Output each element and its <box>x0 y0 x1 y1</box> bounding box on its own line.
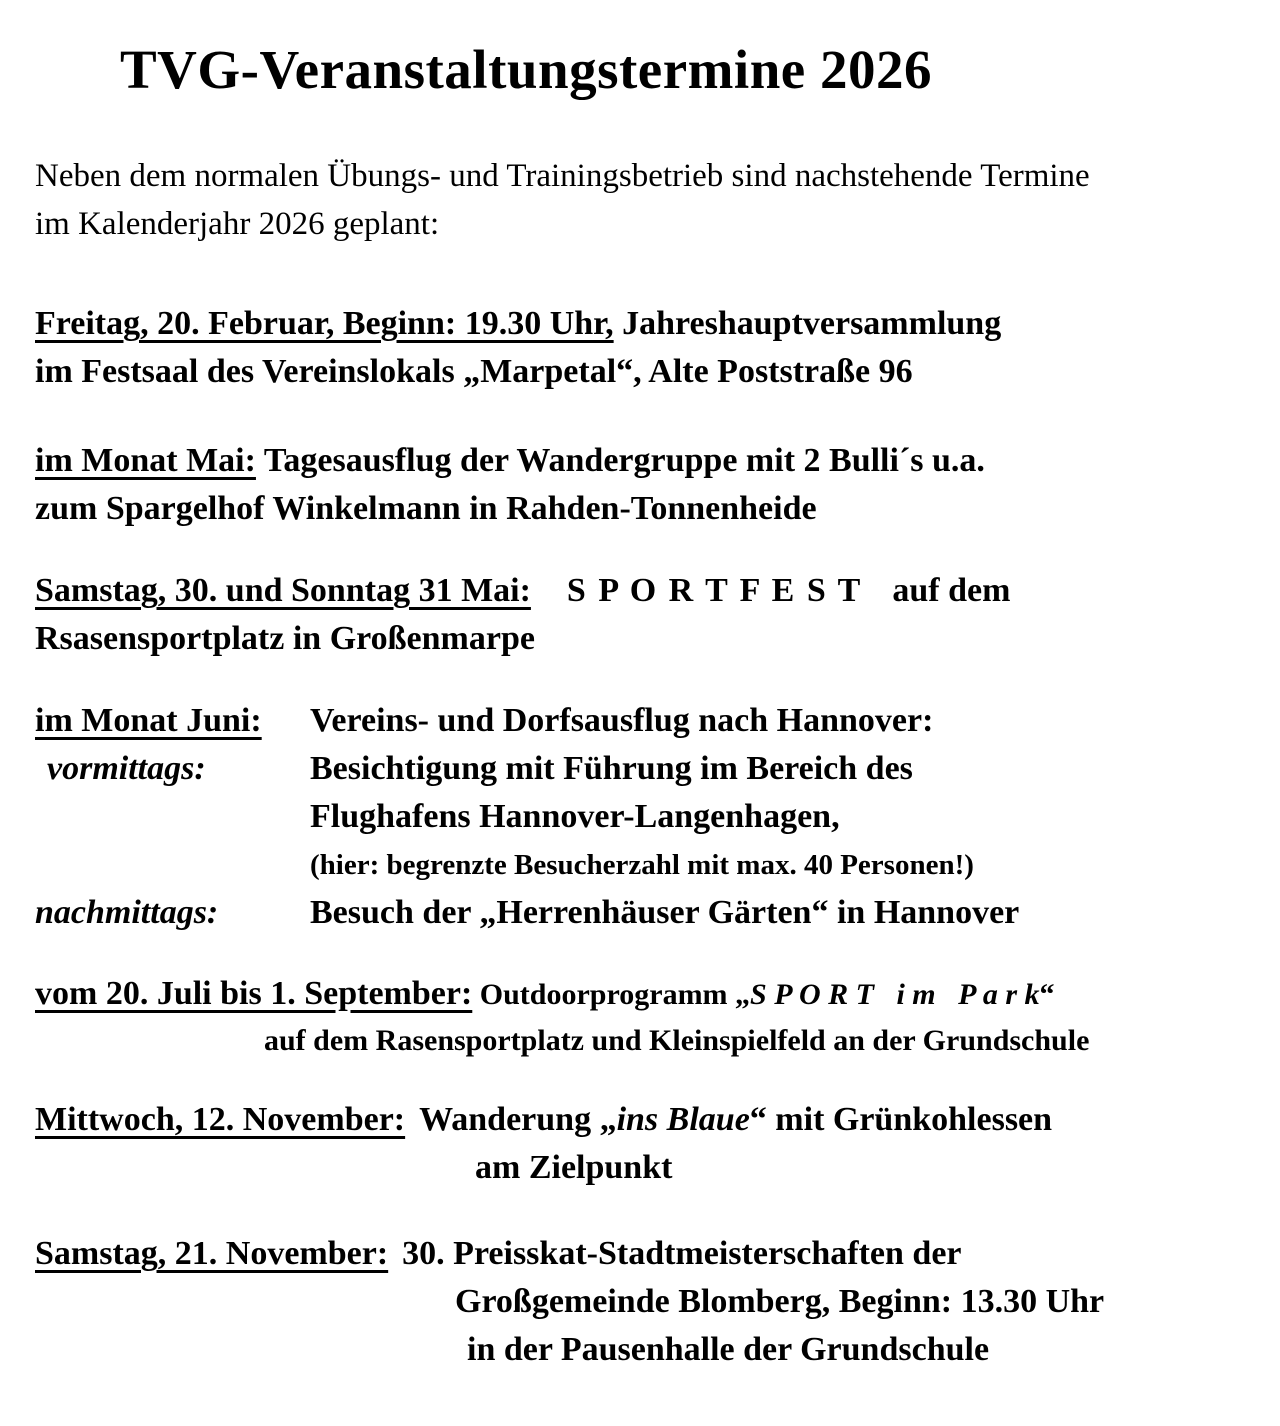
page-title: TVG-Veranstaltungstermine 2026 <box>120 39 932 100</box>
event-november12-text-italic: ins Blaue <box>616 1101 750 1139</box>
event-februar-line-2: im Festsaal des Vereinslokals „Marpetal“, Alte Poststraße 96 <box>35 353 913 391</box>
event-februar-date: Freitag, 20. Februar, Beginn: 19.30 Uhr, <box>35 305 614 343</box>
event-februar-text: Jahreshauptversammlung <box>613 305 1002 343</box>
event-mai-date: im Monat Mai: <box>35 442 256 480</box>
event-sportfest-line-2: Rsasensportplatz in Großenmarpe <box>35 620 535 658</box>
event-juni-note: (hier: begrenzte Besucherzahl mit max. 40 Personen!) <box>310 849 974 882</box>
event-november21-line-2: Großgemeinde Blomberg, Beginn: 13.30 Uhr <box>455 1283 1105 1321</box>
event-mai-text: Tagesausflug der Wandergruppe mit 2 Bulli´s u.a. <box>255 442 985 480</box>
intro-paragraph <box>35 152 1235 248</box>
event-juli <box>35 970 1235 1063</box>
event-juli-program-name: S P O R T i m P a r k <box>750 978 1040 1012</box>
event-sportfest-date: Samstag, 30. und Sonntag 31 Mai: <box>35 572 531 610</box>
event-juni-label-nachmittags: nachmittags: <box>35 894 219 932</box>
event-juni-label-vormittags: vormittags: <box>47 750 206 788</box>
event-juni-head: Vereins- und Dorfsausflug nach Hannover: <box>310 702 934 740</box>
event-november12 <box>35 1096 1235 1192</box>
event-juni-row-3-label <box>35 841 310 889</box>
event-juni-date: im Monat Juni: <box>35 702 262 740</box>
event-februar <box>35 300 1235 396</box>
event-mai-line-1 <box>35 437 1235 485</box>
event-november21-line-1 <box>35 1230 1235 1278</box>
event-sportfest-text: auf dem <box>892 572 1011 610</box>
event-november12-line-2: am Zielpunkt <box>475 1149 673 1187</box>
intro-line-2: im Kalenderjahr 2026 geplant: <box>35 206 440 243</box>
event-juli-line-1 <box>35 970 1235 1019</box>
event-november21-line-3: in der Pausenhalle der Grundschule <box>467 1331 990 1369</box>
event-november21-text: 30. Preisskat-Stadtmeisterschaften der <box>402 1235 962 1273</box>
intro-line-1: Neben dem normalen Übungs- und Trainingsbetrieb sind nachstehende Termine <box>35 158 1090 195</box>
event-juni-row-nachmittags-text: Besuch der „Herrenhäuser Gärten“ in Hannover <box>310 894 1020 932</box>
event-sportfest-name: S P O R T F E S T <box>566 572 861 610</box>
event-juli-text-prefix: Outdoorprogramm „ <box>472 978 751 1012</box>
event-mai <box>35 437 1235 533</box>
event-sportfest <box>35 567 1235 663</box>
event-november12-text-prefix: Wanderung „ <box>419 1101 617 1139</box>
event-juli-date: vom 20. Juli bis 1. September: <box>35 975 473 1013</box>
event-mai-line-2: zum Spargelhof Winkelmann in Rahden-Tonnenheide <box>35 490 817 528</box>
event-november21 <box>35 1230 1235 1374</box>
event-juni-row-2-text: Flughafens Hannover-Langenhagen, <box>310 798 840 836</box>
document-page <box>0 38 1280 1374</box>
event-juli-text-suffix: “ <box>1039 978 1055 1012</box>
event-juni <box>35 697 1235 937</box>
event-november12-date: Mittwoch, 12. November: <box>35 1101 406 1139</box>
event-november12-line-1 <box>35 1096 1235 1144</box>
event-sportfest-line-1 <box>35 567 1235 615</box>
event-juli-line-2: auf dem Rasensportplatz und Kleinspielfeld an der Grundschule <box>264 1024 1090 1058</box>
event-juni-row-2-label <box>35 793 310 841</box>
event-juni-date-cell <box>35 697 310 745</box>
event-februar-line-1 <box>35 300 1235 348</box>
event-november21-date: Samstag, 21. November: <box>35 1235 389 1273</box>
event-november12-text-suffix: “ mit Grünkohlessen <box>749 1101 1053 1139</box>
event-juni-row-vormittags-text: Besichtigung mit Führung im Bereich des <box>310 750 913 788</box>
